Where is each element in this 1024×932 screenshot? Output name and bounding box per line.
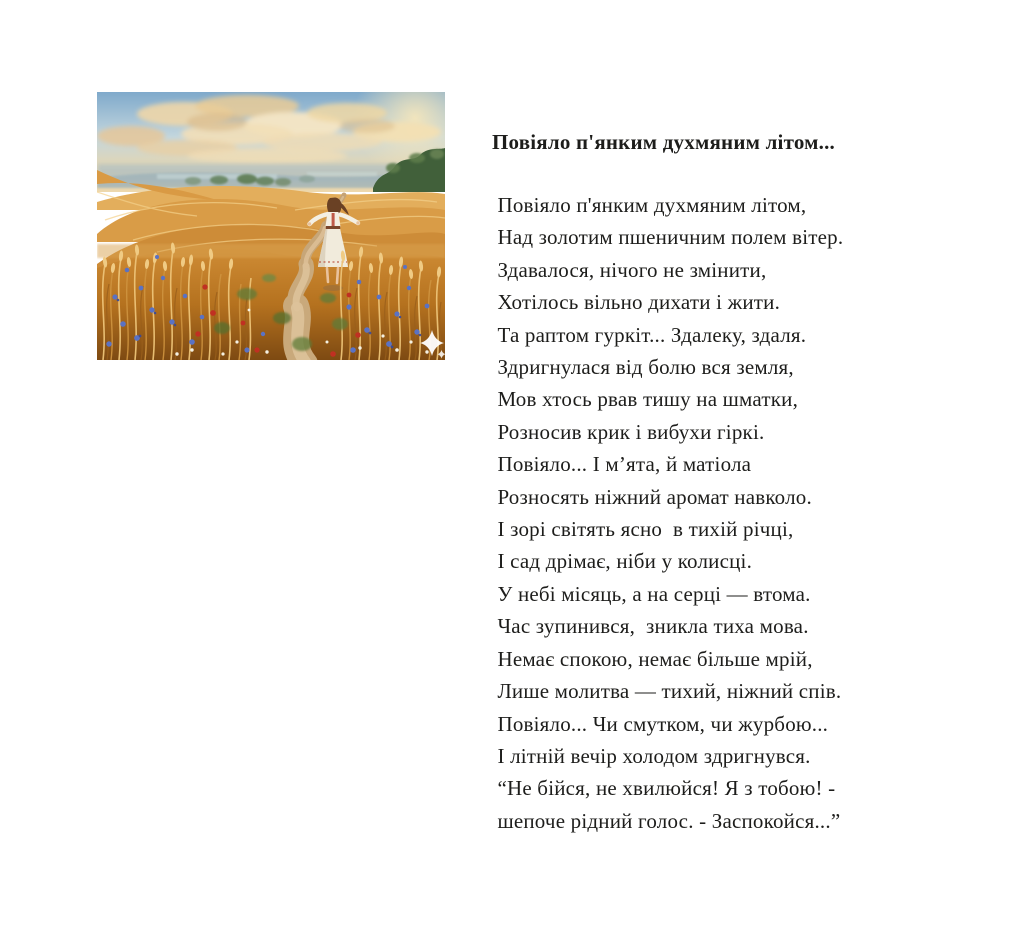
wheat-field-painting-canvas (97, 92, 445, 360)
wheat-field-painting (97, 92, 445, 360)
poem-line-11: І зорі світять ясно в тихій річці, (492, 517, 794, 542)
poem-line-17: Повіяло... Чи смутком, чи журбою... (492, 711, 829, 736)
foreground-wheat (97, 244, 445, 360)
poem-line-3: Здавалося, нічого не змінити, (492, 257, 767, 282)
poem-line-13: У небі місяць, а на серці — втома. (492, 581, 811, 606)
poem-line-8: Розносив крик і вибухи гіркі. (492, 419, 765, 444)
poem-line-16: Лише молитва — тихий, ніжний спів. (492, 679, 842, 704)
poem-line-7: Мов хтось рвав тишу на шматки, (492, 387, 799, 412)
poem-line-9: Повіяло... І м’ята, й матіола (492, 452, 752, 477)
poem-line-14: Час зупинився, зникла тиха мова. (492, 614, 809, 639)
poem-line-4: Хотілось вільно дихати і жити. (492, 290, 781, 315)
poem-title: Повіяло п'янким духмяним літом... (492, 130, 835, 154)
poem-line-5: Та раптом гуркіт... Здалеку, здаля. (492, 322, 807, 347)
poem-line-12: І сад дрімає, ніби у колисці. (492, 549, 753, 574)
poem-line-1: Повіяло п'янким духмяним літом, (492, 193, 807, 217)
poem-line-2: Над золотим пшеничним полем вітер. (492, 225, 844, 250)
poem-section (492, 126, 952, 837)
poem-line-10: Розносять ніжний аромат навколо. (492, 484, 812, 509)
poem-line-19: “Не бійся, не хвилюйся! Я з тобою! - (492, 776, 836, 801)
poem-line-18: І літній вечір холодом здригнувся. (492, 743, 811, 768)
poem-body (492, 189, 952, 837)
poem-line-15: Немає спокою, немає більше мрій, (492, 646, 813, 671)
poem-line-20: шепоче рідний голос. - Заспокойся...” (492, 808, 841, 833)
poem-line-6: Здригнулася від болю вся земля, (492, 355, 794, 380)
